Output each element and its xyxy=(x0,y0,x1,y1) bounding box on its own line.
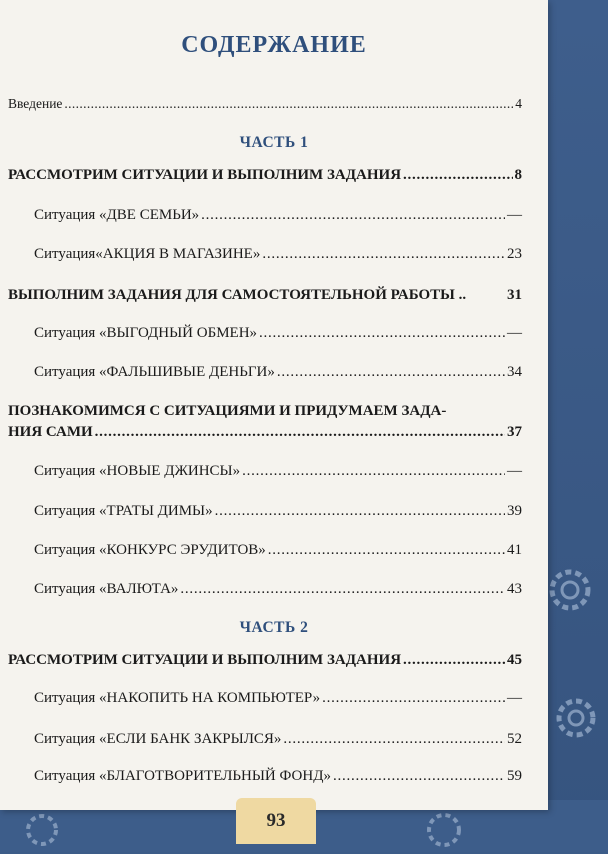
toc-item-label: Ситуация «ДВЕ СЕМЬИ» xyxy=(34,207,200,223)
leader-dots xyxy=(180,581,505,598)
toc-item xyxy=(34,364,522,381)
toc-item-label: Ситуация «ВЫГОДНЫЙ ОБМЕН» xyxy=(34,325,258,341)
toc-section-label-line1: ПОЗНАКОМИМСЯ С СИТУАЦИЯМИ И ПРИДУМАЕМ ЗАДА- xyxy=(8,403,447,419)
leader-dots xyxy=(268,542,505,559)
part-heading: ЧАСТЬ 1 xyxy=(239,134,309,151)
toc-item xyxy=(34,325,522,342)
toc-section xyxy=(8,167,522,184)
toc-item-label: Ситуация «ВАЛЮТА» xyxy=(34,581,179,597)
toc-section-page: 8 xyxy=(514,167,522,183)
gear-icon xyxy=(548,690,604,746)
toc-item-label: Ситуация «ТРАТЫ ДИМЫ» xyxy=(34,503,213,519)
toc-item-label: Ситуация «ФАЛЬШИВЫЕ ДЕНЬГИ» xyxy=(34,364,275,380)
page-number: 93 xyxy=(236,798,316,844)
leader-dots xyxy=(215,503,505,520)
toc-item xyxy=(34,246,522,263)
toc-section-page: 31 xyxy=(507,287,522,303)
leader-dots xyxy=(64,96,513,112)
gear-icon xyxy=(420,806,468,854)
toc-item xyxy=(34,463,522,480)
toc-item xyxy=(34,207,522,224)
leader-dots xyxy=(403,167,512,184)
toc-item-label: Ситуация «НАКОПИТЬ НА КОМПЬЮТЕР» xyxy=(34,690,321,706)
toc-entry-page: 4 xyxy=(515,96,522,111)
toc-item-page: — xyxy=(507,463,522,479)
toc-item-label: Ситуация «НОВЫЕ ДЖИНСЫ» xyxy=(34,463,241,479)
toc-section-label: ВЫПОЛНИМ ЗАДАНИЯ ДЛЯ САМОСТОЯТЕЛЬНОЙ РАБОТЫ .. xyxy=(8,287,467,303)
toc-item xyxy=(34,690,522,707)
leader-dots xyxy=(201,207,505,224)
leader-dots xyxy=(242,463,505,480)
toc-item xyxy=(34,503,522,520)
leader-dots xyxy=(259,325,505,342)
toc-section xyxy=(8,287,522,304)
toc-item-page: 34 xyxy=(507,364,522,380)
toc-entry-intro xyxy=(8,96,522,112)
toc-entry-label: Введение xyxy=(8,96,63,111)
toc-item-page: 41 xyxy=(507,542,522,558)
toc-item-label: Ситуация «БЛАГОТВОРИТЕЛЬНЫЙ ФОНД» xyxy=(34,768,331,784)
leader-dots xyxy=(95,424,505,441)
leader-dots xyxy=(283,731,505,748)
toc-item-page: 43 xyxy=(507,581,522,597)
toc-item-page: 23 xyxy=(507,246,522,262)
toc-section xyxy=(8,652,522,669)
toc-section-label: РАССМОТРИМ СИТУАЦИИ И ВЫПОЛНИМ ЗАДАНИЯ xyxy=(8,167,402,183)
toc-item-page: 39 xyxy=(507,503,522,519)
toc-item xyxy=(34,731,522,748)
toc-item xyxy=(34,768,522,785)
toc-section-label-line2: НИЯ САМИ xyxy=(8,424,93,440)
toc-section-page: 37 xyxy=(507,424,522,440)
leader-dots xyxy=(277,364,505,381)
toc-item-page: 59 xyxy=(507,768,522,784)
gear-icon xyxy=(540,560,600,620)
toc-item-page: — xyxy=(507,207,522,223)
toc-section xyxy=(8,424,522,441)
toc-item-page: — xyxy=(507,325,522,341)
gear-icon xyxy=(20,808,64,852)
toc-item-page: — xyxy=(507,690,522,706)
toc-item xyxy=(34,542,522,559)
leader-dots xyxy=(333,768,505,785)
leader-dots xyxy=(403,652,505,669)
leader-dots xyxy=(322,690,505,707)
toc-item-label: Ситуация «ЕСЛИ БАНК ЗАКРЫЛСЯ» xyxy=(34,731,282,747)
page-title: СОДЕРЖАНИЕ xyxy=(181,32,367,58)
toc-section-page: 45 xyxy=(507,652,522,668)
leader-dots xyxy=(262,246,505,263)
toc-item-label: Ситуация «КОНКУРС ЭРУДИТОВ» xyxy=(34,542,266,558)
toc-item-label: Ситуация«АКЦИЯ В МАГАЗИНЕ» xyxy=(34,246,261,262)
toc-item-page: 52 xyxy=(507,731,522,747)
part-heading: ЧАСТЬ 2 xyxy=(239,619,309,636)
toc-item xyxy=(34,581,522,598)
toc-section-label: РАССМОТРИМ СИТУАЦИИ И ВЫПОЛНИМ ЗАДАНИЯ xyxy=(8,652,402,668)
